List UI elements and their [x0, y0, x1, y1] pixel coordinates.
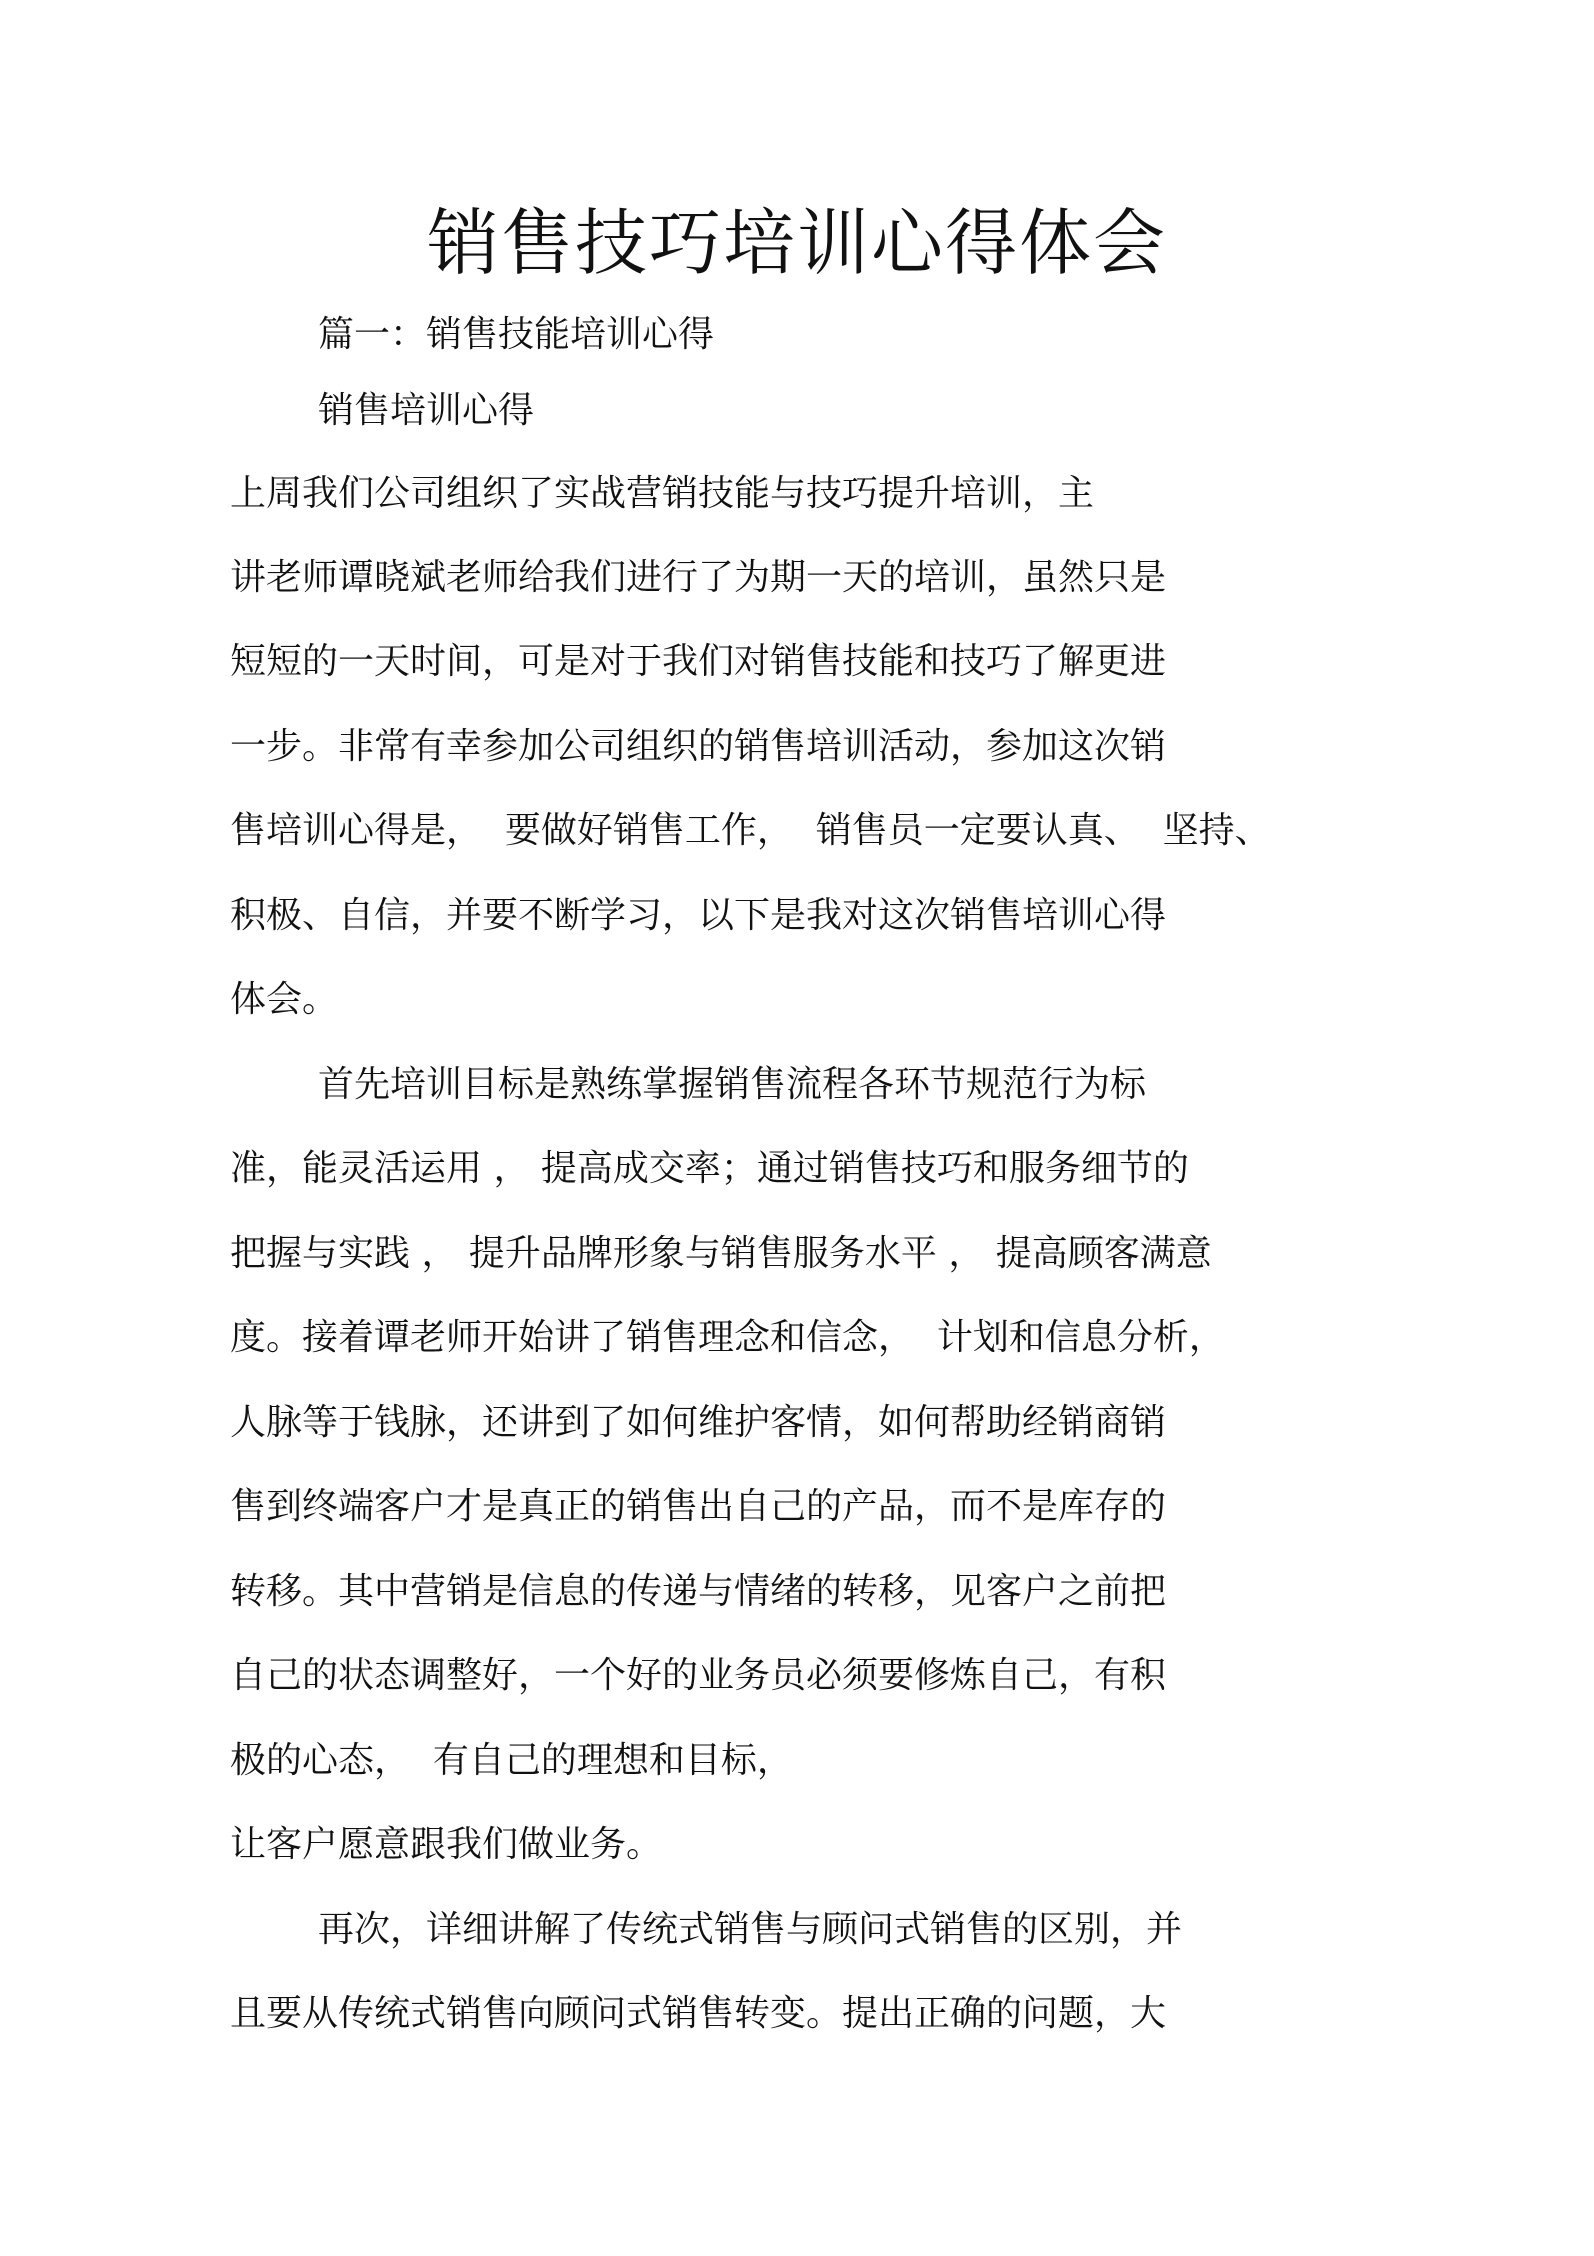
paragraph-line: 体会。: [230, 979, 339, 1020]
paragraph-line: 转移。其中营销是信息的传递与情绪的转移，见客户之前把: [230, 1571, 1167, 1612]
document-title: 销售技巧培训心得体会: [426, 201, 1167, 285]
paragraph-line: 让客户愿意跟我们做业务。: [230, 1824, 663, 1865]
paragraph-line: 售培训心得是， 要做好销售工作， 销售员一定要认真、 坚持、: [230, 810, 1271, 851]
paragraph-line: 售到终端客户才是真正的销售出自己的产品，而不是库存的: [230, 1486, 1167, 1527]
paragraph-line: 人脉等于钱脉，还讲到了如何维护客情，如何帮助经销商销: [230, 1402, 1167, 1443]
paragraph-line: 积极、自信，并要不断学习，以下是我对这次销售培训心得: [230, 895, 1167, 936]
subheading: 销售培训心得: [318, 390, 535, 431]
paragraph-line: 把握与实践 ， 提升品牌形象与销售服务水平 ， 提高顾客满意: [230, 1233, 1212, 1274]
paragraph-line: 准，能灵活运用 ， 提高成交率；通过销售技巧和服务细节的: [230, 1148, 1189, 1189]
section-heading: 篇一：销售技能培训心得: [318, 314, 715, 355]
paragraph-line: 上周我们公司组织了实战营销技能与技巧提升培训，主: [230, 473, 1095, 514]
paragraph-line: 一步。非常有幸参加公司组织的销售培训活动，参加这次销: [230, 726, 1167, 767]
paragraph-line: 再次，详细讲解了传统式销售与顾问式销售的区别，并: [318, 1909, 1183, 1950]
paragraph-line: 首先培训目标是熟练掌握销售流程各环节规范行为标: [318, 1064, 1147, 1105]
paragraph-line: 且要从传统式销售向顾问式销售转变。提出正确的问题，大: [230, 1993, 1167, 2034]
paragraph-line: 极的心态， 有自己的理想和目标，: [230, 1740, 793, 1781]
paragraph-line: 讲老师谭晓斌老师给我们进行了为期一天的培训，虽然只是: [230, 557, 1167, 598]
paragraph-line: 短短的一天时间，可是对于我们对销售技能和技巧了解更进: [230, 641, 1167, 682]
paragraph-line: 度。接着谭老师开始讲了销售理念和信念， 计划和信息分析，: [230, 1317, 1225, 1358]
paragraph-line: 自己的状态调整好，一个好的业务员必须要修炼自己，有积: [230, 1655, 1167, 1696]
